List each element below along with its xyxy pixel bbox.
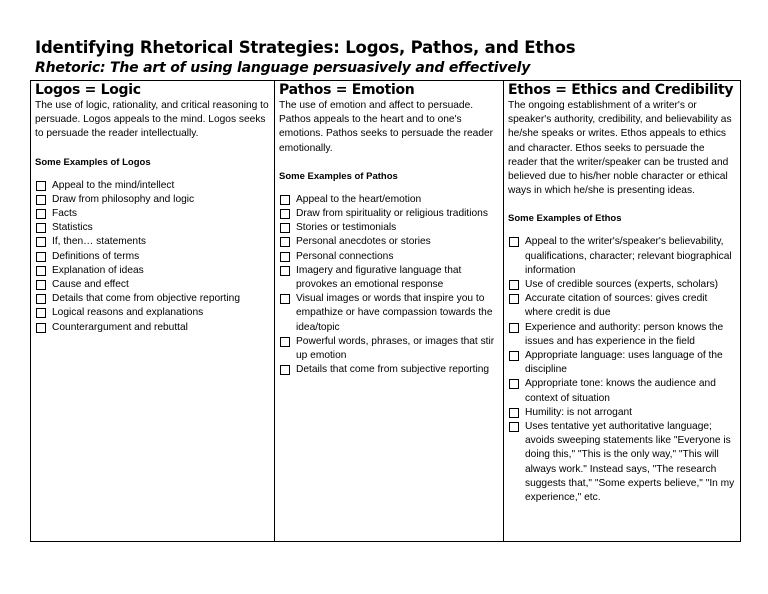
checklist-item-text: Details that come from objective reporting (52, 293, 240, 305)
checkbox-icon (280, 237, 290, 247)
logos-examples-list (35, 179, 270, 335)
checklist-item (35, 179, 270, 193)
pathos-description: The use of emotion and affect to persuade. Pathos appeals to the heart and to one's emotions. Pathos seeks to persuade the reader emotionally. (279, 100, 494, 154)
checklist-item (35, 221, 270, 235)
checklist-item-text: Appropriate tone: knows the audience and context of situation (525, 378, 716, 404)
checklist-item (35, 250, 270, 264)
checkbox-icon (509, 351, 519, 361)
checklist-item (508, 420, 736, 505)
rhetoric-table (30, 80, 741, 542)
checklist-item-text: Humility: is not arrogant (525, 406, 633, 418)
checklist-item (508, 235, 736, 278)
checkbox-icon (36, 323, 46, 333)
document-subtitle: Rhetoric: The art of using language persuasively and effectively (35, 60, 531, 76)
checklist-item-text: Draw from spirituality or religious traditions (296, 208, 488, 220)
checklist-item-text: Explanation of ideas (52, 264, 144, 276)
checklist-item-text: Draw from philosophy and logic (52, 193, 195, 205)
ethos-heading: Ethos = Ethics and Credibility (508, 82, 734, 98)
checklist-item-text: Stories or testimonials (296, 222, 397, 234)
checklist-item-text: Details that come from subjective reporting (296, 364, 490, 376)
checklist-item-text: Cause and effect (52, 279, 129, 291)
checklist-item (279, 292, 499, 335)
checklist-item (35, 264, 270, 278)
checkbox-icon (509, 408, 519, 418)
checkbox-icon (36, 237, 46, 247)
ethos-description: The ongoing establishment of a writer's or speaker's authority, credibility, and believability as he/she speaks or writes. Ethos appeals to ethics and character. Ethos seeks to persuade the reader that the writer/speaker can be trusted and believed due to his/her noble character or ethical ways in which he/she is presenting ideas. (508, 100, 732, 197)
checklist-item (279, 264, 499, 292)
checklist-item (279, 363, 499, 377)
checklist-item-text: Appeal to the heart/emotion (296, 193, 422, 205)
checklist-item (508, 292, 736, 320)
checkbox-icon (36, 195, 46, 205)
checkbox-icon (36, 280, 46, 290)
checklist-item (35, 278, 270, 292)
checkbox-icon (36, 252, 46, 262)
checkbox-icon (280, 337, 290, 347)
document-title: Identifying Rhetorical Strategies: Logos, Pathos, and Ethos (35, 38, 576, 57)
checklist-item-text: Appeal to the writer's/speaker's believability, qualifications, character; relevant biographical information (525, 236, 732, 276)
checklist-item (35, 321, 270, 335)
checkbox-icon (36, 294, 46, 304)
checklist-item (35, 292, 270, 306)
logos-examples-title: Some Examples of Logos (35, 156, 151, 168)
ethos-examples-list (508, 235, 736, 505)
checkbox-icon (509, 422, 519, 432)
checklist-item (35, 207, 270, 221)
checklist-item-text: Logical reasons and explanations (52, 307, 204, 319)
checkbox-icon (280, 294, 290, 304)
checklist-item-text: Facts (52, 208, 77, 220)
checklist-item-text: Uses tentative yet authoritative language; avoids sweeping statements like "Everyone is doing this," "This is the only way," "This will always work." Instead says, "The research suggests that," "Some experts believe," "In my experience," etc. (525, 421, 735, 504)
checklist-item-text: Statistics (52, 222, 93, 234)
checkbox-icon (509, 379, 519, 389)
checkbox-icon (280, 195, 290, 205)
checklist-item-text: Personal anecdotes or stories (296, 236, 431, 248)
checklist-item (508, 278, 736, 292)
checklist-item (279, 250, 499, 264)
checkbox-icon (36, 308, 46, 318)
checklist-item-text: Appropriate language: uses language of the discipline (525, 350, 723, 376)
checkbox-icon (280, 209, 290, 219)
checkbox-icon (280, 223, 290, 233)
checklist-item (35, 306, 270, 320)
ethos-column (504, 81, 741, 542)
checklist-item-text: Personal connections (296, 250, 394, 262)
checklist-item (35, 193, 270, 207)
checklist-item-text: Experience and authority: person knows the issues and has experience in the field (525, 321, 724, 347)
checklist-item-text: Appeal to the mind/intellect (52, 179, 175, 191)
pathos-column (275, 81, 504, 542)
checklist-item (508, 406, 736, 420)
checklist-item (279, 207, 499, 221)
checkbox-icon (36, 223, 46, 233)
checkbox-icon (280, 266, 290, 276)
checkbox-icon (509, 323, 519, 333)
checklist-item (279, 193, 499, 207)
checklist-item-text: Definitions of terms (52, 250, 140, 262)
checklist-item-text: If, then… statements (52, 236, 146, 248)
checkbox-icon (509, 237, 519, 247)
checkbox-icon (509, 294, 519, 304)
ethos-examples-title: Some Examples of Ethos (508, 213, 622, 225)
checklist-item (35, 235, 270, 249)
pathos-heading: Pathos = Emotion (279, 82, 415, 98)
checklist-item (279, 235, 499, 249)
checklist-item-text: Use of credible sources (experts, scholars) (525, 279, 719, 291)
logos-column (31, 81, 275, 542)
checkbox-icon (280, 252, 290, 262)
logos-heading: Logos = Logic (35, 82, 141, 98)
logos-description: The use of logic, rationality, and critical reasoning to persuade. Logos appeals to the mind. Logos seeks to persuade the reader intellectually. (35, 100, 269, 140)
checklist-item (508, 377, 736, 405)
checkbox-icon (36, 209, 46, 219)
pathos-examples-list (279, 193, 499, 378)
pathos-examples-title: Some Examples of Pathos (279, 170, 398, 182)
checklist-item-text: Imagery and figurative language that provokes an emotional response (296, 264, 462, 291)
checklist-item-text: Powerful words, phrases, or images that stir up emotion (296, 335, 495, 362)
checkbox-icon (36, 266, 46, 276)
checkbox-icon (36, 181, 46, 191)
checklist-item (508, 349, 736, 377)
checklist-item-text: Counterargument and rebuttal (52, 321, 188, 333)
checklist-item (508, 321, 736, 349)
checklist-item-text: Visual images or words that inspire you to empathize or have compassion towards the idea/topic (296, 293, 493, 333)
checklist-item-text: Accurate citation of sources: gives credit where credit is due (525, 293, 708, 319)
checklist-item (279, 221, 499, 235)
checklist-item (279, 335, 499, 363)
checkbox-icon (280, 365, 290, 375)
checkbox-icon (509, 280, 519, 290)
